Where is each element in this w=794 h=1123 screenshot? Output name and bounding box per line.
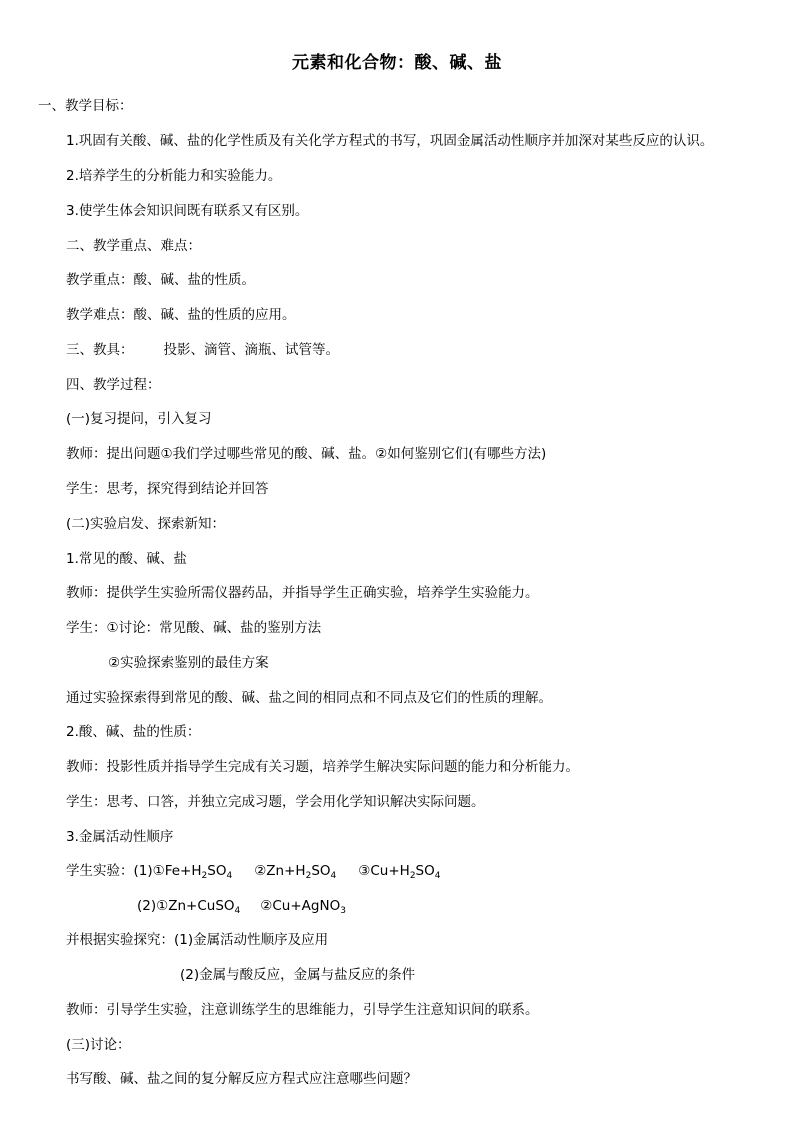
formula-zn-h2so4: $②Zn+H_2SO_4$: [254, 863, 337, 881]
subsection-experiment: (二)实验启发、探索新知：: [66, 516, 226, 532]
topic-common-substances: 1.常见的酸、碱、盐: [66, 551, 187, 567]
objective-1: 1.巩固有关酸、碱、盐的化学性质及有关化学方程式的书写，巩固金属活动性顺序并加深对某些反应的认识。: [66, 133, 714, 149]
topic-properties: 2.酸、碱、盐的性质：: [66, 724, 201, 740]
key-point: 教学重点：酸、碱、盐的性质。: [66, 272, 255, 288]
discussion-question: 书写酸、碱、盐之间的复分解反应方程式应注意哪些问题？: [66, 1071, 417, 1087]
teacher-guide: 教师：引导学生实验，注意训练学生的思维能力，引导学生注意知识间的联系。: [66, 1002, 539, 1018]
teaching-aids-label: 三、教具：: [66, 342, 134, 358]
difficult-point: 教学难点：酸、碱、盐的性质的应用。: [66, 307, 296, 323]
student-answer: 学生：思考，探究得到结论并回答: [66, 481, 269, 497]
experiment-summary: 通过实验探索得到常见的酸、碱、盐之间的相同点和不同点及它们的性质的理解。: [66, 690, 552, 706]
teacher-project: 教师：投影性质并指导学生完成有关习题，培养学生解决实际问题的能力和分析能力。: [66, 759, 579, 775]
student-explore: ②实验探索鉴别的最佳方案: [108, 655, 269, 671]
teacher-provide: 教师：提供学生实验所需仪器药品，并指导学生正确实验，培养学生实验能力。: [66, 585, 539, 601]
student-exercise: 学生：思考、口答，并独立完成习题，学会用化学知识解决实际问题。: [66, 794, 485, 810]
section-heading-process: 四、教学过程：: [66, 377, 161, 393]
objective-2: 2.培养学生的分析能力和实验能力。: [66, 168, 282, 184]
teacher-question: 教师：提出问题①我们学过哪些常见的酸、碱、盐。②如何鉴别它们(有哪些方法): [66, 446, 547, 462]
formula-cu-agno3: ②Cu+AgNO$_3$: [260, 898, 346, 916]
formula-zn-cuso4: (2)①Zn+CuSO$_4$: [137, 898, 241, 916]
student-discuss: 学生：①讨论：常见酸、碱、盐的鉴别方法: [66, 620, 322, 636]
inquiry-reaction-conditions: (2)金属与酸反应，金属与盐反应的条件: [180, 967, 416, 983]
teaching-aids-list: 投影、滴管、滴瓶、试管等。: [163, 342, 339, 358]
subsection-discussion: (三)讨论：: [66, 1037, 131, 1053]
student-experiment-label: 学生实验：: [66, 863, 134, 879]
page-title: 元素和化合物：酸、碱、盐: [292, 53, 502, 73]
subsection-review: (一)复习提问，引入复习: [66, 411, 212, 427]
inquiry-activity-order: 并根据实验探究：(1)金属活动性顺序及应用: [66, 932, 329, 948]
formula-cu-h2so4: $③Cu+H_2SO_4$: [358, 863, 441, 881]
section-heading-key-points: 二、教学重点、难点：: [66, 238, 201, 254]
student-experiment-line-1: [66, 862, 440, 885]
section-heading-teaching-aids: [66, 341, 339, 359]
formula-fe-h2so4: $(1)①Fe+H_2SO_4$: [133, 863, 233, 881]
topic-activity-series: 3.金属活动性顺序: [66, 829, 174, 845]
objective-3: 3.使学生体会知识间既有联系又有区别。: [66, 203, 309, 219]
student-experiment-line-2: [137, 897, 346, 920]
section-heading-objectives: 一、教学目标：: [38, 98, 133, 114]
